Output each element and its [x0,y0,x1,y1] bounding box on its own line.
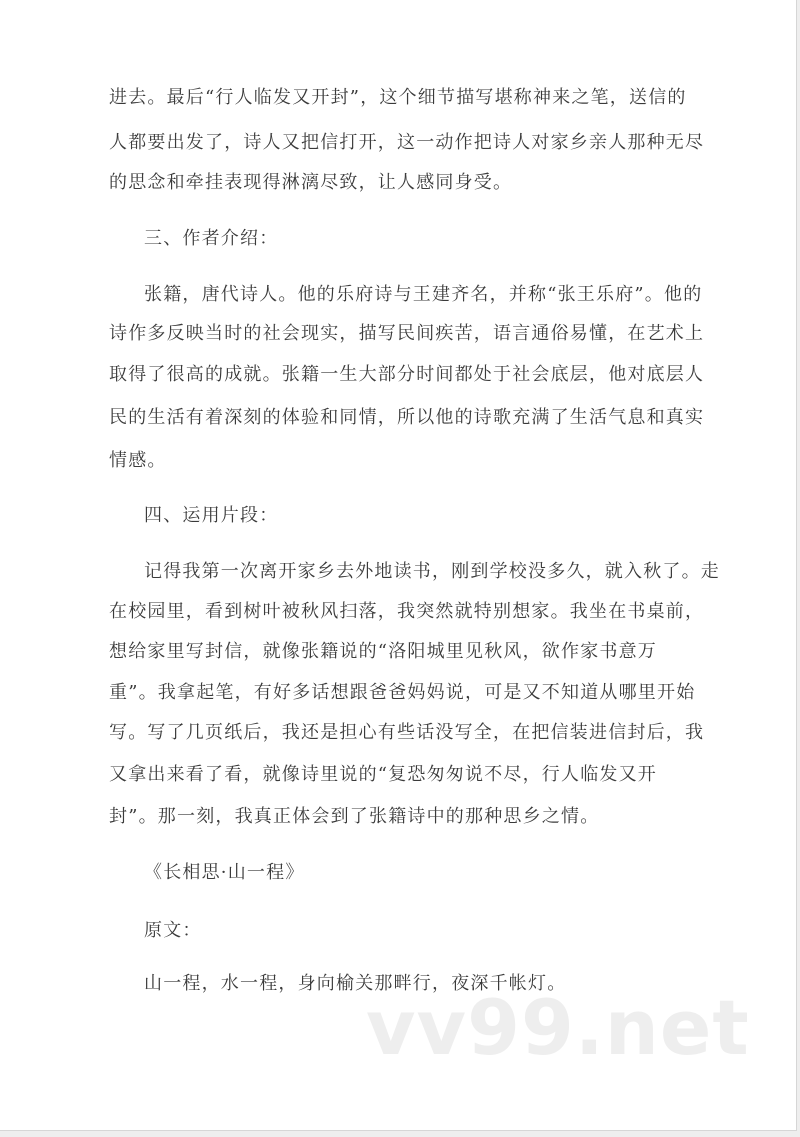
text-line: 人都要出发了，诗人又把信打开，这一动作把诗人对家乡亲人那种无尽 [109,132,705,153]
text-line: 山一程，水一程，身向榆关那畔行，夜深千帐灯。 [144,973,567,994]
text-line: 取得了很高的成就。张籍一生大部分时间都处于社会底层，他对底层人 [109,364,705,385]
text-line: 张籍，唐代诗人。他的乐府诗与王建齐名，并称“张王乐府”。他的 [144,284,703,305]
text-line: 封”。那一刻，我真正体会到了张籍诗中的那种思乡之情。 [109,806,600,827]
text-line: 在校园里，看到树叶被秋风扫落，我突然就特别想家。我坐在书桌前， [109,601,705,622]
text-line: 民的生活有着深刻的体验和同情，所以他的诗歌充满了生活气息和真实 [109,407,705,428]
text-line: 进去。最后“行人临发又开封”，这个细节描写堪称神来之笔，送信的 [109,87,687,108]
text-line: 想给家里写封信，就像张籍说的“洛阳城里见秋风，欲作家书意万 [109,641,657,662]
text-line: 的思念和牵挂表现得淋漓尽致，让人感同身受。 [109,172,513,193]
text-line: 三、作者介绍： [144,228,279,249]
text-line: 写。写了几页纸后，我还是担心有些话没写全，在把信装进信封后，我 [109,722,705,743]
text-line: 记得我第一次离开家乡去外地读书，刚到学校没多久，就入秋了。走 [144,561,720,582]
text-line: 重”。我拿起笔，有好多话想跟爸爸妈妈说，可是又不知道从哪里开始 [109,682,696,703]
text-line: 四、运用片段： [144,505,279,526]
text-line: 又拿出来看了看，就像诗里说的“复恐匆匆说不尽，行人临发又开 [109,764,657,785]
text-line: 《长相思·山一程》 [144,862,305,883]
text-line: 诗作多反映当时的社会现实，描写民间疾苦，语言通俗易懂，在艺术上 [109,323,705,344]
text-line: 原文： [144,920,202,941]
text-line: 情感。 [109,450,167,471]
watermark: vv99.net [366,983,750,1072]
